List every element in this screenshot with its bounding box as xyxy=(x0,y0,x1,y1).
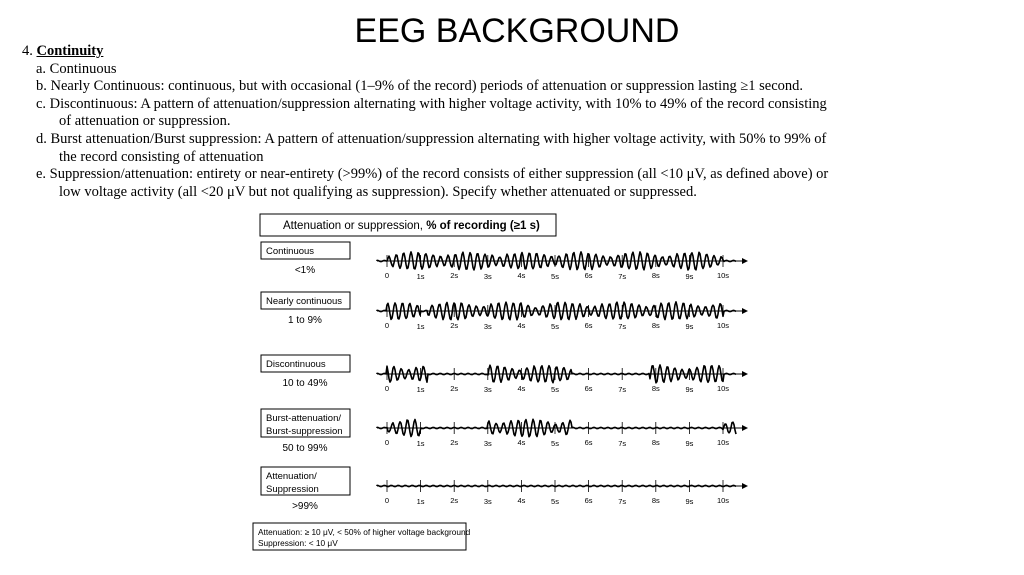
definition-discontinuous-cont: of attenuation or suppression. xyxy=(59,113,231,130)
time-label: 5s xyxy=(551,322,559,331)
continuity-definitions xyxy=(22,43,882,201)
time-label: 10s xyxy=(716,438,730,447)
time-label: 1s xyxy=(416,272,425,281)
row-label: Burst-suppression xyxy=(266,426,343,437)
time-label: 6s xyxy=(584,271,593,280)
time-label: 9s xyxy=(685,497,694,506)
time-label: 8s xyxy=(651,321,660,330)
time-label: 7s xyxy=(618,385,627,394)
time-label: 2s xyxy=(450,384,459,393)
row-label: Attenuation/ xyxy=(266,471,317,482)
time-label: 4s xyxy=(517,384,526,393)
eeg-trace xyxy=(377,302,736,320)
time-label: 10s xyxy=(716,384,730,393)
time-label: 9s xyxy=(685,439,694,448)
trace-row xyxy=(261,242,748,281)
trace-row xyxy=(261,467,748,512)
axis-arrowhead xyxy=(742,258,748,264)
trace-row xyxy=(261,355,748,394)
page-title: EEG BACKGROUND xyxy=(354,12,680,50)
time-label: 4s xyxy=(517,271,526,280)
continuity-diagram xyxy=(250,212,760,554)
axis-arrowhead xyxy=(742,483,748,489)
legend-suppression: Suppression: < 10 μV xyxy=(258,538,338,548)
time-label: 0 xyxy=(384,496,390,505)
time-label: 10s xyxy=(716,271,730,280)
definition-suppression-attenuation: e. Suppression/attenuation: entirety or near-entirety (>99%) of the record consists of either suppression (all <10 μV, as defined above) or xyxy=(36,166,829,183)
row-percent: 1 to 9% xyxy=(288,315,322,326)
eeg-trace xyxy=(377,419,736,436)
time-label: 1s xyxy=(416,385,425,394)
time-label: 3s xyxy=(483,322,492,331)
time-label: 7s xyxy=(618,439,627,448)
time-label: 6s xyxy=(584,384,593,393)
time-label: 3s xyxy=(483,272,492,281)
section-heading xyxy=(22,43,882,61)
time-label: 0 xyxy=(384,321,390,330)
time-label: 3s xyxy=(483,439,492,448)
time-label: 1s xyxy=(416,497,425,506)
time-label: 4s xyxy=(517,438,526,447)
time-label: 0 xyxy=(384,271,390,280)
time-label: 8s xyxy=(651,271,660,280)
time-label: 7s xyxy=(618,272,627,281)
time-label: 9s xyxy=(685,385,694,394)
legend-attenuation: Attenuation: ≥ 10 μV, < 50% of higher voltage background xyxy=(258,527,471,537)
row-percent: >99% xyxy=(292,501,318,512)
row-label: Burst-attenuation/ xyxy=(266,413,341,424)
definition-burst-suppression-cont: the record consisting of attenuation xyxy=(59,148,264,165)
row-label: Suppression xyxy=(266,484,319,495)
definition-nearly-continuous: b. Nearly Continuous: continuous, but with occasional (1–9% of the record) periods of attenuation or suppression lasting ≥1 second. xyxy=(36,78,804,95)
time-label: 8s xyxy=(651,496,660,505)
time-label: 10s xyxy=(716,496,730,505)
row-percent: 10 to 49% xyxy=(282,378,328,389)
time-label: 8s xyxy=(651,438,660,447)
row-label: Discontinuous xyxy=(266,359,326,370)
trace-row xyxy=(261,409,748,454)
eeg-trace xyxy=(377,252,736,270)
time-label: 4s xyxy=(517,496,526,505)
time-label: 2s xyxy=(450,496,459,505)
time-label: 2s xyxy=(450,321,459,330)
trace-row xyxy=(261,292,748,331)
time-label: 5s xyxy=(551,439,559,448)
axis-arrowhead xyxy=(742,425,748,431)
time-label: 6s xyxy=(584,438,593,447)
time-label: 4s xyxy=(517,321,526,330)
row-percent: <1% xyxy=(294,265,316,276)
figure-header: Attenuation or suppression, % of recording (≥1 s) xyxy=(283,220,540,232)
definition-suppression-attenuation-cont: low voltage activity (all <20 μV but not qualifying as suppression). Specify whether attenuated or suppressed. xyxy=(59,183,697,200)
section-title: Continuity xyxy=(36,43,104,59)
time-label: 7s xyxy=(618,322,627,331)
row-percent: 50 to 99% xyxy=(282,443,328,454)
axis-arrowhead xyxy=(742,308,748,314)
time-label: 3s xyxy=(483,385,492,394)
eeg-trace xyxy=(377,485,736,486)
section-number: 4. xyxy=(22,43,33,59)
time-label: 2s xyxy=(450,438,459,447)
time-label: 0 xyxy=(384,438,390,447)
axis-arrowhead xyxy=(742,371,748,377)
time-label: 9s xyxy=(685,322,694,331)
time-label: 7s xyxy=(618,497,627,506)
time-label: 0 xyxy=(384,384,390,393)
row-label: Continuous xyxy=(266,246,315,257)
time-label: 8s xyxy=(651,384,660,393)
time-label: 6s xyxy=(584,496,593,505)
time-label: 5s xyxy=(551,497,559,506)
time-label: 2s xyxy=(450,271,459,280)
definition-continuous: a. Continuous xyxy=(36,60,117,77)
definition-burst-suppression: d. Burst attenuation/Burst suppression: A pattern of attenuation/suppression alternating with higher voltage activity, with 50% to 99% of xyxy=(36,130,827,147)
time-label: 9s xyxy=(685,272,694,281)
time-label: 10s xyxy=(716,321,730,330)
time-label: 3s xyxy=(483,497,492,506)
time-label: 5s xyxy=(551,272,559,281)
time-label: 5s xyxy=(551,385,559,394)
time-label: 1s xyxy=(416,322,425,331)
row-label: Nearly continuous xyxy=(266,296,343,307)
definition-discontinuous: c. Discontinuous: A pattern of attenuation/suppression alternating with higher voltage activity, with 10% to 49% of the record consisting xyxy=(36,95,827,112)
time-label: 6s xyxy=(584,321,593,330)
time-label: 1s xyxy=(416,439,425,448)
